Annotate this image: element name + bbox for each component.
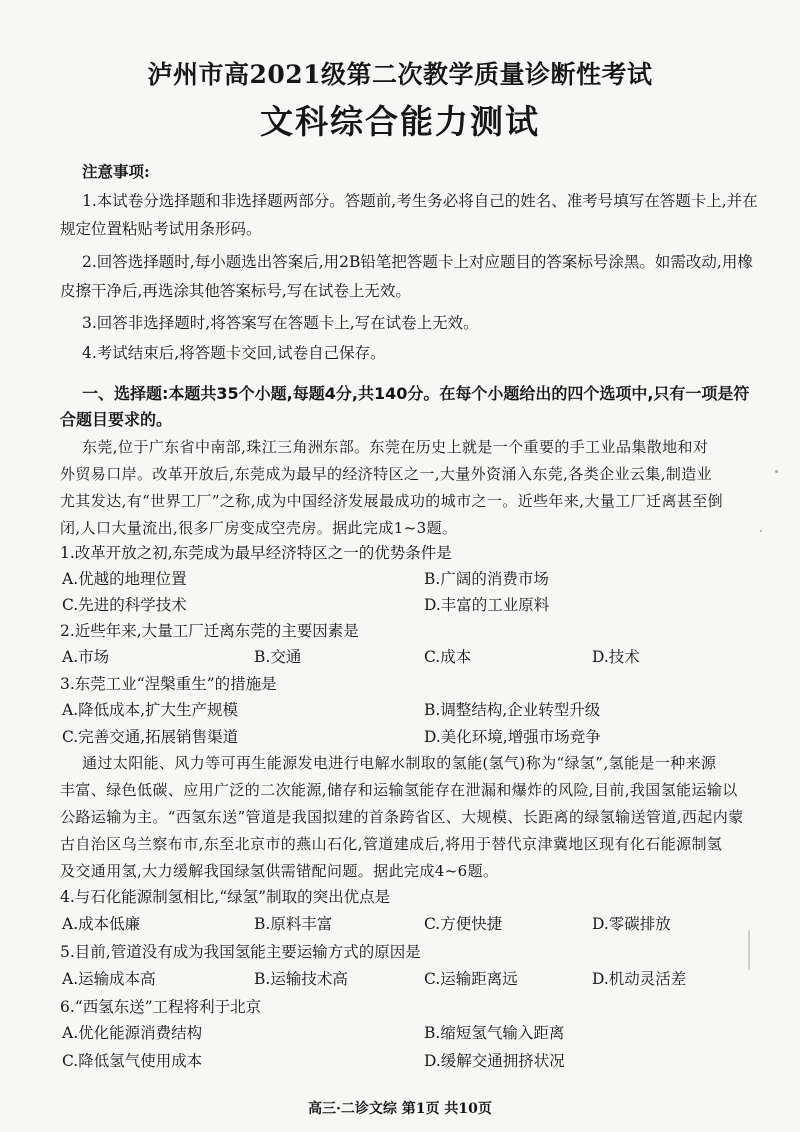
passage-line: 尤其发达,有“世界工厂”之称,成为中国经济发展最成功的城市之一。近些年来,大量工厂迁离甚至倒 — [60, 492, 724, 510]
section-heading: 一、选择题:本题共35个小题,每题4分,共140分。在每个小题给出的四个选项中,只有一项是符 — [82, 384, 750, 403]
question-stem: 2.近些年来,大量工厂迁离东莞的主要因素是 — [60, 622, 359, 640]
option-b: B.广阔的消费市场 — [424, 570, 549, 588]
exam-subtitle: 文科综合能力测试 — [260, 102, 540, 141]
question-stem: 4.与石化能源制氢相比,“绿氢”制取的突出优点是 — [60, 888, 391, 906]
option-d: D.缓解交通拥挤状况 — [424, 1052, 565, 1070]
option-c: C.运输距离远 — [424, 970, 518, 988]
exam-title: 泸州市高2021级第二次教学质量诊断性考试 — [147, 60, 653, 89]
note-line: 2.回答选择题时,每小题选出答案后,用2B铅笔把答题卡上对应题目的答案标号涂黑。如需改动,用橡 — [82, 253, 753, 271]
option-d: D.技术 — [592, 648, 640, 666]
option-b: B.原料丰富 — [254, 915, 333, 933]
page-footer: 高三·二诊文综 第1页 共10页 — [308, 1101, 492, 1117]
question-stem: 6.“西氢东送”工程将利于北京 — [60, 998, 262, 1016]
scan-speck — [775, 470, 778, 473]
option-d: D.机动灵活差 — [592, 970, 687, 988]
option-a: A.市场 — [62, 648, 110, 666]
option-b: B.缩短氢气输入距离 — [424, 1024, 565, 1042]
section-heading: 合题目要求的。 — [60, 410, 173, 429]
passage-line: 公路运输为主。“西氢东送”管道是我国拟建的首条跨省区、大规模、长距离的绿氢输送管道,西起内蒙 — [60, 808, 744, 826]
notes-heading: 注意事项: — [82, 162, 150, 181]
passage-line: 通过太阳能、风力等可再生能源发电进行电解水制取的氢能(氢气)称为“绿氢”,氢能是一种来源 — [82, 754, 717, 772]
option-b: B.调整结构,企业转型升级 — [424, 701, 601, 719]
option-a: A.优越的地理位置 — [62, 570, 187, 588]
option-d: D.美化环境,增强市场竞争 — [424, 728, 601, 746]
question-stem: 1.改革开放之初,东莞成为最早经济特区之一的优势条件是 — [60, 544, 452, 562]
option-d: D.零碳排放 — [592, 915, 671, 933]
option-c: C.方便快捷 — [424, 915, 503, 933]
passage-line: 东莞,位于广东省中南部,珠江三角洲东部。东莞在历史上就是一个重要的手工业品集散地和对 — [82, 438, 709, 456]
option-a: A.降低成本,扩大生产规模 — [62, 701, 239, 719]
passage-line: 外贸易口岸。改革开放后,东莞成为最早的经济特区之一,大量外资涌入东莞,各类企业云集,制造业 — [60, 465, 713, 483]
option-a: A.优化能源消费结构 — [62, 1024, 203, 1042]
passage-line: 古自治区乌兰察布市,东至北京市的燕山石化,管道建成后,将用于替代京津冀地区现有化石能源制氢 — [60, 835, 723, 853]
option-b: B.运输技术高 — [254, 970, 348, 988]
option-b: B.交通 — [254, 648, 302, 666]
passage-line: 丰富、绿色低碳、应用广泛的二次能源,储存和运输氢能存在泄漏和爆炸的风险,目前,我国氢能运输以 — [60, 781, 738, 799]
option-d: D.丰富的工业原料 — [424, 596, 550, 614]
passage-line: 闭,人口大量流出,很多厂房变成空壳房。据此完成1~3题。 — [60, 519, 458, 537]
option-c: C.成本 — [424, 648, 472, 666]
scan-speck — [760, 530, 762, 532]
passage-line: 及交通用氢,大力缓解我国绿氢供需错配问题。据此完成4~6题。 — [60, 862, 499, 880]
option-c: C.先进的科学技术 — [62, 596, 187, 614]
note-line: 3.回答非选择题时,将答案写在答题卡上,写在试卷上无效。 — [82, 314, 479, 332]
question-stem: 3.东莞工业“涅槃重生”的措施是 — [60, 675, 277, 693]
note-line: 1.本试卷分选择题和非选择题两部分。答题前,考生务必将自己的姓名、准考号填写在答题卡上,并在 — [82, 192, 758, 210]
option-a: A.运输成本高 — [62, 970, 156, 988]
note-line: 规定位置粘贴考试用条形码。 — [60, 220, 262, 238]
option-a: A.成本低廉 — [62, 915, 141, 933]
option-c: C.降低氢气使用成本 — [62, 1052, 203, 1070]
note-line: 4.考试结束后,将答题卡交回,试卷自己保存。 — [82, 344, 386, 362]
scan-streak — [748, 930, 750, 970]
question-stem: 5.目前,管道没有成为我国氢能主要运输方式的原因是 — [60, 943, 421, 961]
note-line: 皮擦干净后,再选涂其他答案标号,写在试卷上无效。 — [60, 282, 411, 300]
option-c: C.完善交通,拓展销售渠道 — [62, 728, 239, 746]
